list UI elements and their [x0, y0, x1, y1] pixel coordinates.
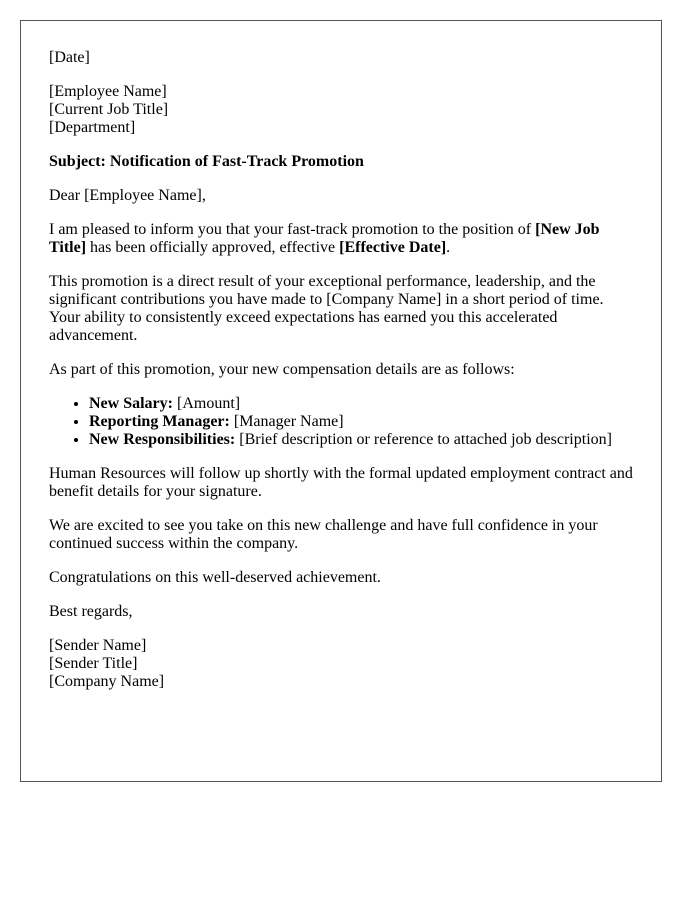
recipient-title: [Current Job Title] [49, 101, 169, 118]
list-item [89, 395, 633, 413]
recipient-department: [Department] [49, 119, 136, 136]
paragraph-hr-followup: Human Resources will follow up shortly with the formal updated employment contract and benefit details for your signature. [49, 465, 633, 500]
paragraph-reason: This promotion is a direct result of your exceptional performance, leadership, and the significant contributions you have made to [Company Name] in a short period of time. Your ability to consistently exceed expectations has earned you this accelerated advancement. [49, 273, 604, 344]
paragraph-compensation-intro: As part of this promotion, your new compensation details are as follows: [49, 361, 515, 378]
sender-title: [Sender Title] [49, 655, 138, 672]
letter [20, 20, 662, 782]
sender-name: [Sender Name] [49, 637, 147, 654]
paragraph-announcement [49, 221, 633, 257]
date: [Date] [49, 49, 90, 66]
p1-e: . [446, 239, 451, 256]
compensation-list [49, 395, 633, 449]
subject-line [49, 153, 633, 171]
detail-value: [Amount] [172, 395, 241, 412]
subject: Subject: Notification of Fast-Track Promotion [49, 153, 364, 170]
new-job-title: [New Job Title] [49, 221, 600, 256]
sender-block [49, 637, 633, 691]
detail-value: [Manager Name] [229, 413, 344, 430]
recipient-name: [Employee Name] [49, 83, 167, 100]
recipient-block [49, 83, 633, 137]
list-item [89, 431, 633, 449]
paragraph-excitement: We are excited to see you take on this new challenge and have full confidence in your continued success within the company. [49, 517, 598, 552]
p1-c: has been officially approved, effective [86, 239, 340, 256]
sender-company: [Company Name] [49, 673, 165, 690]
detail-label: New Responsibilities: [89, 431, 236, 448]
effective-date: [Effective Date] [339, 239, 447, 256]
salutation: Dear [Employee Name], [49, 187, 206, 204]
paragraph-congratulations: Congratulations on this well-deserved achievement. [49, 569, 381, 586]
detail-label: New Salary: [89, 395, 173, 412]
detail-value: [Brief description or reference to attached job description] [235, 431, 612, 448]
closing: Best regards, [49, 603, 133, 620]
list-item [89, 413, 633, 431]
p1-a: I am pleased to inform you that your fast-track promotion to the position of [49, 221, 536, 238]
detail-label: Reporting Manager: [89, 413, 230, 430]
